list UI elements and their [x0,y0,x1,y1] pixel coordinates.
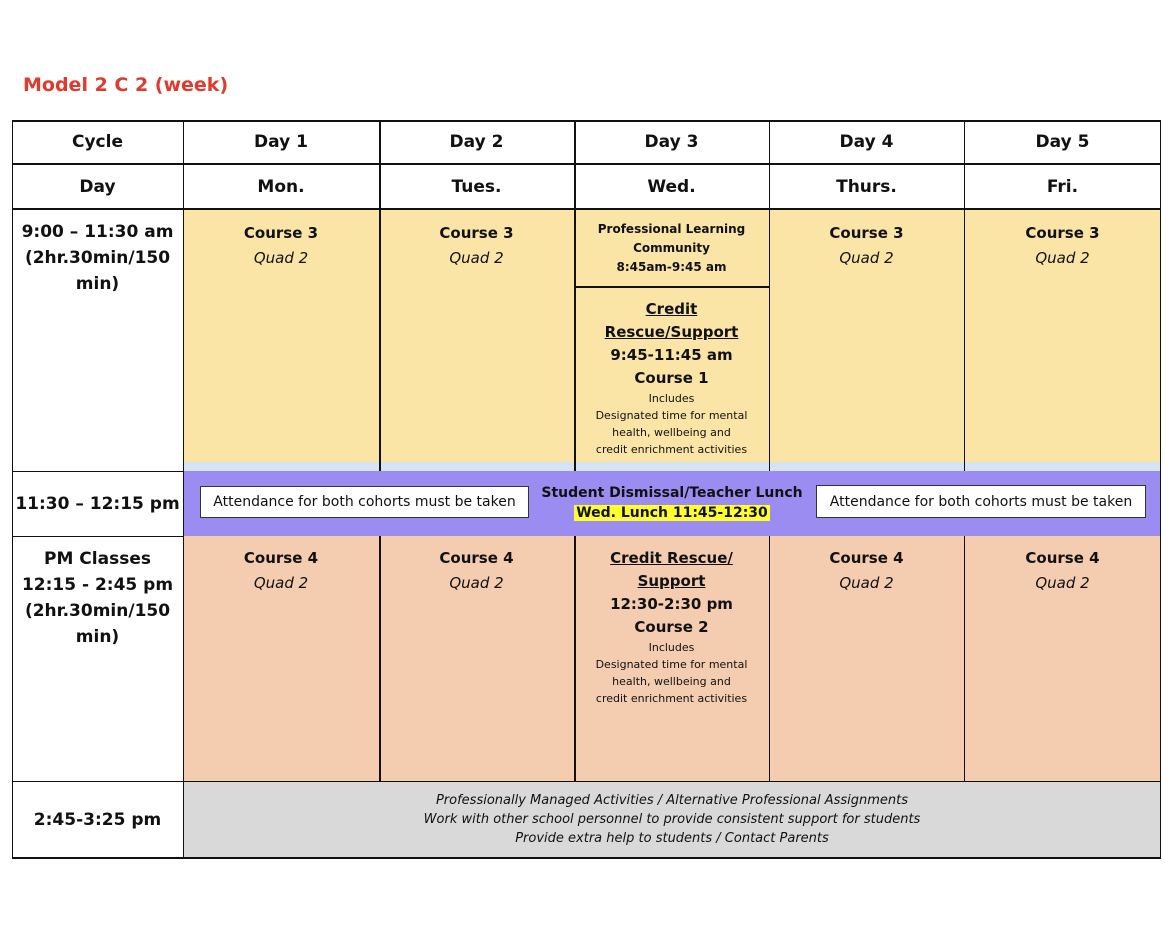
schedule-table [12,120,1161,859]
day-3-header: Day 3 [644,132,699,152]
grid-line [12,857,1161,859]
grid-line [12,471,183,472]
credit-rescue-am [574,298,769,458]
credit-title-2: Rescue/Support [604,323,739,341]
grid-line [964,120,965,471]
plc-block [574,220,769,277]
course-title: Course 4 [243,549,319,567]
end-line-1: Professionally Managed Activities / Alternative Professional Assignments [435,793,909,808]
cycle-label: Cycle [72,132,123,152]
plc-time: 8:45am-9:45 am [616,260,727,274]
morning-course-mon [183,209,379,271]
course-title: Course 4 [439,549,514,567]
morning-course-thu [769,209,964,271]
day-label: Day [79,176,116,197]
credit-desc-3: credit enrichment activities [595,443,748,456]
course-quad: Quad 2 [839,574,894,592]
course-quad: Quad 2 [839,249,894,267]
course-title: Course 3 [1025,224,1100,242]
weekday-fri: Fri. [1046,176,1079,197]
grid-line [12,536,183,537]
pm-course-tue [379,534,574,596]
grid-line [769,120,770,471]
credit-title-2: Support [637,572,706,590]
pm-label-3: (2hr.30min/150 [24,601,171,621]
grid-line [379,120,381,471]
afternoon-time-label [12,546,183,650]
grid-line [574,120,576,471]
credit-course: Course 1 [634,369,709,387]
credit-title-1: Credit Rescue/ [610,549,733,567]
credit-rescue-pm [574,547,769,707]
page-title: Model 2 C 2 (week) [23,74,229,96]
weekday-tue: Tues. [451,176,502,197]
course-quad: Quad 2 [253,574,309,592]
end-line-2: Work with other school personnel to provide consistent support for students [423,812,921,827]
course-quad: Quad 2 [253,249,309,267]
grid-line [183,120,184,859]
pm-label-2: 12:15 - 2:45 pm [21,575,174,595]
end-activities [183,791,1161,848]
grid-line [769,536,770,781]
credit-includes: Includes [648,641,695,654]
credit-title-1: Credit [645,300,698,318]
credit-desc-3: credit enrichment activities [595,692,748,705]
pm-label-4: min) [75,627,120,647]
grid-line [12,208,1161,210]
credit-time: 12:30-2:30 pm [610,595,733,613]
pm-course-mon [183,534,379,596]
grid-line [12,120,13,859]
course-quad: Quad 2 [1035,249,1090,267]
plc-line1: Professional Learning [597,222,746,236]
grid-line [379,536,381,781]
pm-course-fri [964,534,1161,596]
weekday-mon: Mon. [257,176,305,197]
credit-time: 9:45-11:45 am [610,346,733,364]
credit-desc-2: health, wellbeing and [612,675,731,688]
grid-line [574,286,769,288]
morning-time-label: 9:00 – 11:30 am (2hr.30min/150 min) [21,222,174,294]
weekday-thu: Thurs. [836,176,897,197]
course-title: Course 3 [439,224,514,242]
grid-line [964,536,965,781]
grid-line [12,120,1161,122]
day-5-header: Day 5 [1035,132,1090,152]
credit-desc-2: health, wellbeing and [612,426,731,439]
dismissal-text: Student Dismissal/Teacher Lunch [541,485,803,501]
day-1-header: Day 1 [254,132,308,152]
pm-course-thu [769,534,964,596]
end-line-3: Provide extra help to students / Contact Parents [515,831,829,846]
course-quad: Quad 2 [1035,574,1090,592]
course-quad: Quad 2 [449,249,504,267]
course-title: Course 4 [1025,549,1100,567]
credit-desc-1: Designated time for mental [595,409,748,422]
grid-line [574,536,576,781]
lunch-center [532,483,812,523]
attendance-note-left: Attendance for both cohorts must be taken [200,486,529,518]
end-time-label: 2:45-3:25 pm [33,810,162,830]
credit-desc-1: Designated time for mental [595,658,748,671]
plc-line2: Community [633,241,710,255]
credit-includes: Includes [648,392,695,405]
grid-line [12,781,1161,782]
weekday-wed: Wed. [647,176,696,197]
grid-line [1160,120,1161,859]
course-title: Course 3 [243,224,319,242]
day-4-header: Day 4 [839,132,894,152]
course-title: Course 4 [829,549,904,567]
day-2-header: Day 2 [449,132,504,152]
morning-strip [183,462,1161,471]
pm-label-1: PM Classes [44,549,151,569]
attendance-note-right: Attendance for both cohorts must be taken [816,485,1146,518]
course-title: Course 3 [829,224,904,242]
lunch-time-label: 11:30 – 12:15 pm [15,493,180,514]
morning-course-fri [964,209,1161,271]
morning-course-tue [379,209,574,271]
course-quad: Quad 2 [449,574,504,592]
grid-line [12,163,1161,165]
credit-course: Course 2 [634,618,709,636]
wed-lunch-highlight: Wed. Lunch 11:45-12:30 [576,505,768,521]
